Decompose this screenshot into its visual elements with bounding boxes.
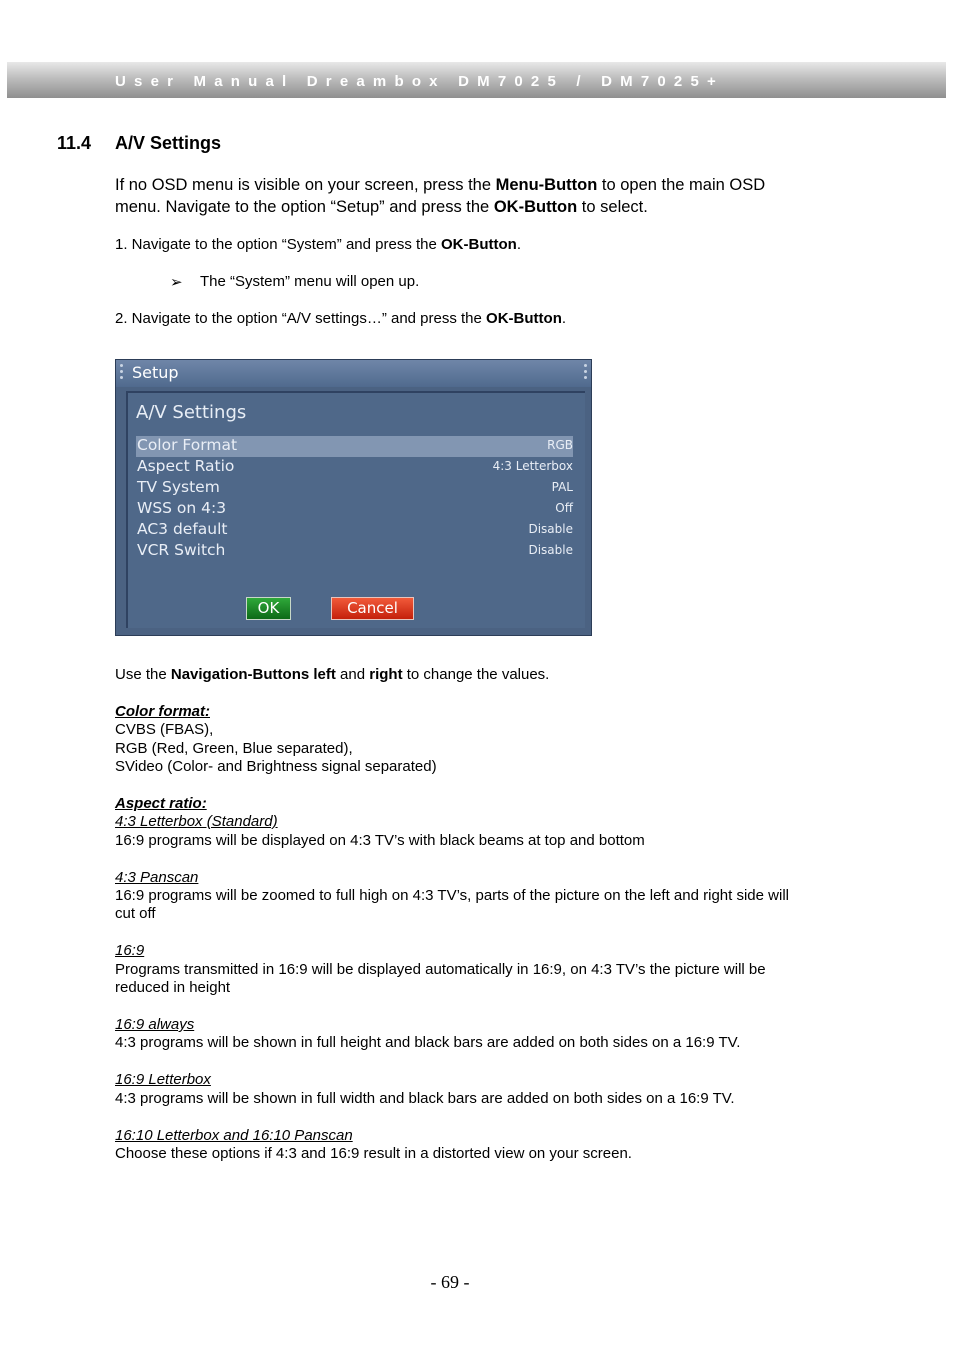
osd-row-color-format[interactable] <box>136 436 573 457</box>
aspect-option-name: 16:9 always <box>115 1016 195 1033</box>
step-text: . <box>516 236 521 253</box>
ok-button[interactable]: OK <box>246 597 291 620</box>
aspect-option-name: 16:10 Letterbox and 16:10 Panscan <box>115 1127 353 1144</box>
nav-note <box>115 666 549 683</box>
menu-button-term: Menu-Button <box>495 176 598 194</box>
ok-button-term: OK-Button <box>486 310 562 327</box>
osd-titlebar <box>116 360 591 387</box>
osd-window-title: Setup <box>132 363 179 382</box>
intro-line-1 <box>115 176 765 195</box>
osd-row-label: WSS on 4:3 <box>137 499 227 517</box>
osd-row-tv-system[interactable] <box>136 478 573 499</box>
nav-note-text: to change the values. <box>402 666 550 683</box>
aspect-option-description: 16:9 programs will be zoomed to full high on 4:3 TV’s, parts of the picture on the left and right side will <box>115 887 789 904</box>
osd-row-ac3-default[interactable] <box>136 520 573 541</box>
osd-row-value: Disable <box>528 522 573 536</box>
right-term: right <box>369 666 403 683</box>
grip-dots-icon <box>584 364 588 382</box>
color-format-line: CVBS (FBAS), <box>115 721 214 738</box>
osd-row-value: Disable <box>528 543 573 557</box>
aspect-option-name: 16:9 Letterbox <box>115 1071 211 1088</box>
aspect-option-description: 16:9 programs will be displayed on 4:3 TV’s with black beams at top and bottom <box>115 832 645 849</box>
ok-button-term: OK-Button <box>493 198 578 216</box>
section-title: A/V Settings <box>115 133 222 153</box>
osd-row-wss[interactable] <box>136 499 573 520</box>
color-format-heading: Color format: <box>115 703 210 720</box>
header-title: User Manual Dreambox DM7025 / DM7025+ <box>115 73 724 90</box>
nav-buttons-term: Navigation-Buttons left <box>170 666 336 683</box>
osd-heading: A/V Settings <box>136 402 247 423</box>
intro-line-2 <box>115 198 648 217</box>
grip-dots-icon <box>120 364 124 382</box>
intro-text: menu. Navigate to the option “Setup” and press the <box>115 198 494 216</box>
intro-text: If no OSD menu is visible on your screen, press the <box>115 176 496 194</box>
aspect-option-description: 4:3 programs will be shown in full width and black bars are added on both sides on a 16:9 TV. <box>115 1090 735 1107</box>
osd-row-value: 4:3 Letterbox <box>492 459 573 473</box>
osd-row-value: RGB <box>547 438 573 452</box>
aspect-option-name: 4:3 Letterbox (Standard) <box>115 813 278 830</box>
step-text: 1. Navigate to the option “System” and press the <box>115 236 442 253</box>
step-2 <box>115 310 566 327</box>
intro-text: to select. <box>577 198 648 216</box>
color-format-line: RGB (Red, Green, Blue separated), <box>115 740 353 757</box>
osd-row-value: Off <box>555 501 573 515</box>
aspect-ratio-heading: Aspect ratio: <box>115 795 207 812</box>
osd-row-label: VCR Switch <box>137 541 226 559</box>
nav-note-text: and <box>335 666 370 683</box>
aspect-option-name: 16:9 <box>115 942 145 959</box>
aspect-option-description: Programs transmitted in 16:9 will be displayed automatically in 16:9, on 4:3 TV’s the picture will be <box>115 961 766 978</box>
aspect-option-name: 4:3 Panscan <box>115 869 199 886</box>
ok-button-term: OK-Button <box>441 236 517 253</box>
osd-row-label: Color Format <box>137 436 238 454</box>
step-text: 2. Navigate to the option “A/V settings…” and press the <box>115 310 487 327</box>
osd-row-label: AC3 default <box>137 520 228 538</box>
page-number: - 69 - <box>430 1272 470 1292</box>
osd-row-vcr-switch[interactable] <box>136 541 573 562</box>
osd-row-label: TV System <box>137 478 220 496</box>
cancel-button[interactable]: Cancel <box>331 597 414 620</box>
aspect-option-description: reduced in height <box>115 979 231 996</box>
color-format-line: SVideo (Color- and Brightness signal separated) <box>115 758 437 775</box>
aspect-option-description: 4:3 programs will be shown in full height and black bars are added on both sides on a 16:9 TV. <box>115 1034 741 1051</box>
intro-text: to open the main OSD <box>597 176 766 194</box>
step-text: . <box>561 310 567 327</box>
aspect-option-description: cut off <box>115 905 156 922</box>
aspect-option-description: Choose these options if 4:3 and 16:9 result in a distorted view on your screen. <box>115 1145 632 1162</box>
bullet-arrow-icon: ➢ <box>170 274 183 291</box>
osd-row-aspect-ratio[interactable] <box>136 457 573 478</box>
osd-row-label: Aspect Ratio <box>137 457 235 475</box>
section-number: 11.4 <box>57 133 92 153</box>
bullet-text: The “System” menu will open up. <box>200 273 420 290</box>
step-1 <box>115 236 521 253</box>
osd-row-value: PAL <box>551 480 573 494</box>
nav-note-text: Use the <box>115 666 171 683</box>
osd-screenshot <box>115 359 592 636</box>
